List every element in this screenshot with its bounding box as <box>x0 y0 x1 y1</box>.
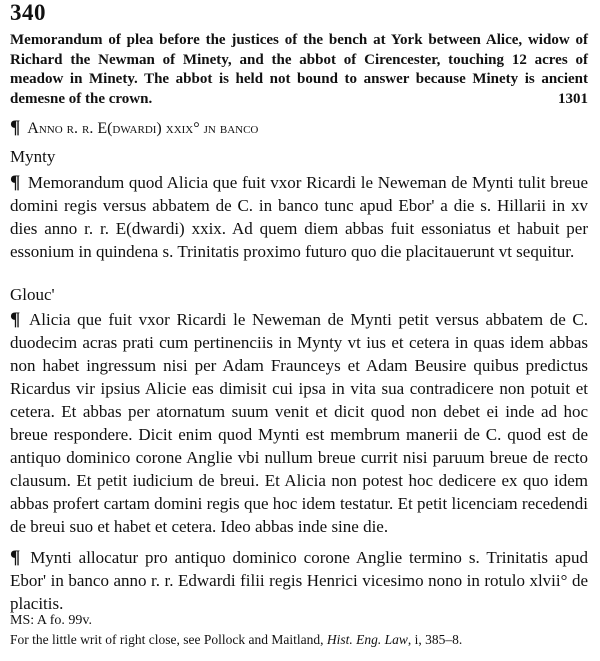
summary-text: Memorandum of plea before the justices of the bench at York between Alice, widow of Richard the Newman of Minety, and the abbot of Cirencester, touching 12 acres of meadow in Minety. The abbot is held not bound to answer because Minety is ancient demesne of the crown. <box>10 32 588 107</box>
document-number: 340 <box>10 0 46 25</box>
paragraph-text: Memorandum quod Alicia que fuit vxor Ricardi le Neweman de Mynti tulit breue domini regis versus abbatem de C. in banco tunc apud Ebor' a die s. Hillarii in xv dies anno r. r. E(dwardi) xxix. Ad quem diem abbas fuit essoniatus et habuit per essonium in quindena s. Trinitatis proximo futuro quo die placitauerunt vt sequitur. <box>10 173 588 261</box>
paragraph-plea <box>10 308 588 538</box>
footnote-text-before: For the little writ of right close, see Pollock and Maitland, <box>10 632 327 647</box>
footnote <box>10 632 462 648</box>
pilcrow-icon: ¶ <box>10 172 21 193</box>
pilcrow-icon: ¶ <box>10 309 21 330</box>
summary-date: 1301 <box>558 90 588 107</box>
marginal-note-mynty: Mynty <box>10 147 56 166</box>
marginal-note-glouc: Glouc' <box>10 285 55 304</box>
paragraph-allocatur <box>10 546 588 615</box>
entry-heading <box>10 118 258 139</box>
paragraph-text: Alicia que fuit vxor Ricardi le Neweman de Mynti petit versus abbatem de C. duodecim acras prati cum pertinenciis in Mynty vt ius et cetera in quas idem abbas non habet ingressum nisi per Adam Fraunceys et Adam Beusire quibus predictus Ricardus vir ipsius Alicie eas dimisit cui ipsa in vita sua contradicere non potuit et cetera. Et abbas per atornatum suum venit et dicit quod non debet ei inde ad hoc breue respondere. Dicit enim quod Mynti est membrum manerii de C. quod est de antiquo dominico corone Anglie vbi nullum breue currit nisi paruum breue de recto clausum. Et petit iudicium de breui. Et Alicia non potest hoc dedicere ex quo idem abbas profert cartam domini regis que hoc idem testatur. Et petit licenciam recedendi de breui suo et habet et cetera. Ideo abbas inde sine die. <box>10 310 589 536</box>
heading-text: Anno r. r. E(dwardi) xxix° jn banco <box>27 120 259 137</box>
summary <box>10 31 588 109</box>
pilcrow-icon: ¶ <box>10 547 21 568</box>
paragraph-text: Mynti allocatur pro antiquo dominico corone Anglie termino s. Trinitatis apud Ebor' in banco anno r. r. Edwardi filii regis Henrici vicesimo nono in rotulo xlvii° de placitis. <box>10 548 589 613</box>
paragraph-memorandum <box>10 171 588 263</box>
manuscript-reference: MS: A fo. 99v. <box>10 613 92 628</box>
footnote-text-after: , i, 385–8. <box>407 632 463 647</box>
pilcrow-icon: ¶ <box>10 117 21 138</box>
footnote-work-title: Hist. Eng. Law <box>326 632 408 647</box>
